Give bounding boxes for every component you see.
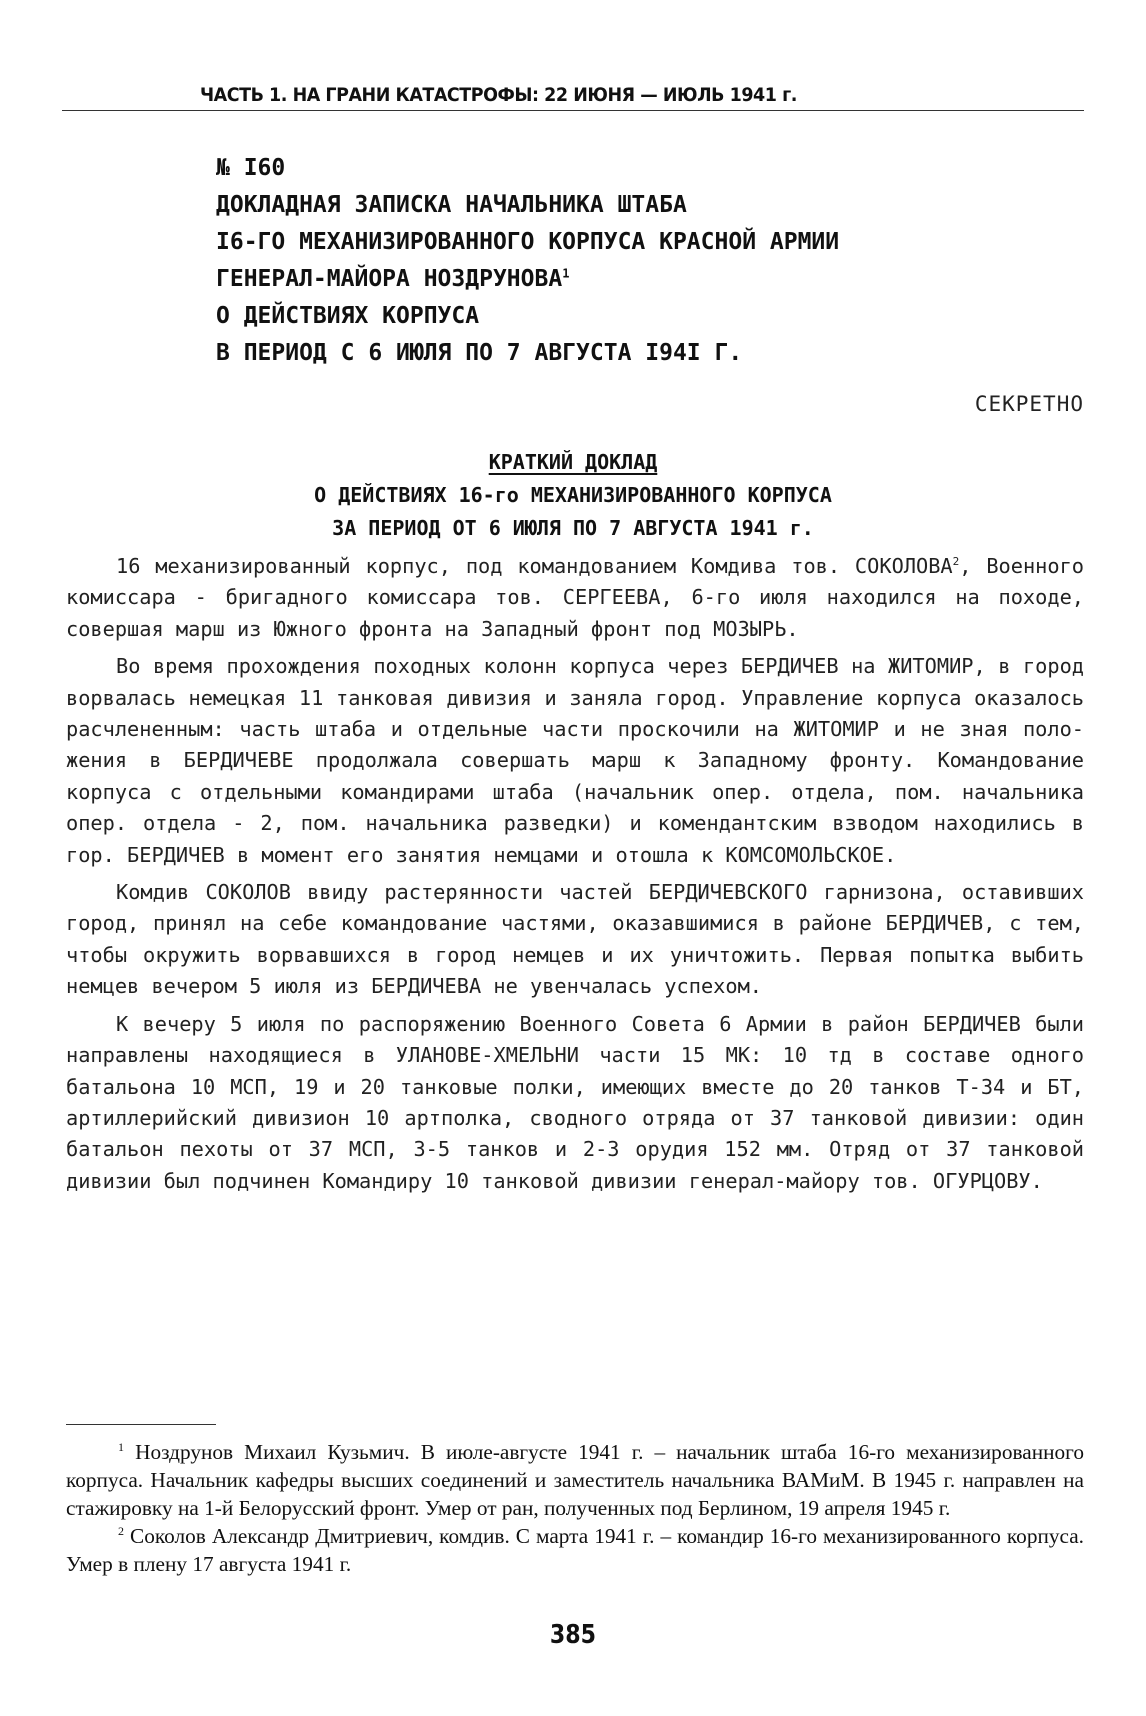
report-title-line-3: ЗА ПЕРИОД ОТ 6 ИЮЛЯ ПО 7 АВГУСТА 1941 г. xyxy=(332,516,814,540)
classification-stamp: СЕКРЕТНО xyxy=(974,392,1084,416)
paragraph-4: К вечеру 5 июля по распоряжению Военного Совета 6 Армии в район БЕРДИЧЕВ были направлены находящиеся в УЛАНОВЕ-ХМЕЛЬНИ части 15 МК: 10 тд в составе одного батальона 10 МСП, 19 и 20 танковые полки, имеющих вместе до 20 танков Т-34 и БТ, артиллерийский дивизион 10 артполка, сводного отряда от 37 танковой дивизии: один батальон пехоты от 37 МСП, 3-5 танков и 2-3 орудия 152 мм. Отряд от 37 танковой дивизии был подчинен Командиру 10 танковой дивизии генерал-майору тов. ОГУРЦОВУ. xyxy=(66,1011,1084,1193)
heading-line-5: В ПЕРИОД С 6 ИЮЛЯ ПО 7 АВГУСТА I94I Г. xyxy=(216,340,743,366)
footnote-1-mark: 1 xyxy=(118,1439,124,1454)
report-body xyxy=(66,551,1084,1203)
footnote-1 xyxy=(66,1438,1084,1522)
footnotes xyxy=(66,1438,1084,1578)
footnote-ref-1[interactable]: 1 xyxy=(562,266,570,281)
header-rule xyxy=(62,110,1084,111)
heading-line-1: ДОКЛАДНАЯ ЗАПИСКА НАЧАЛЬНИКА ШТАБА xyxy=(216,192,687,218)
footnote-ref-2[interactable]: 2 xyxy=(952,555,960,569)
heading-line-4: О ДЕЙСТВИЯХ КОРПУСА xyxy=(216,303,480,329)
heading-line-2: I6-ГО МЕХАНИЗИРОВАННОГО КОРПУСА КРАСНОЙ АРМИИ xyxy=(216,229,840,255)
footnote-1-text: Ноздрунов Михаил Кузьмич. В июле-августе 1941 г. – начальник штаба 16-го механизированного корпуса. Начальник кафедры высших соединений и заместитель начальника ВАМиМ. В 1945 г. направлен на стажировку на 1-й Белорусский фронт. Умер от ран, полученных под Берлином, 19 апреля 1945 г. xyxy=(66,1440,1084,1520)
heading-line-3-text: ГЕНЕРАЛ-МАЙОРА НОЗДРУНОВА xyxy=(216,266,563,292)
footnote-2-text: Соколов Александр Дмитриевич, комдив. С марта 1941 г. – командир 16-го механизированного корпуса. Умер в плену 17 августа 1941 г. xyxy=(66,1524,1085,1576)
footnote-2-mark: 2 xyxy=(118,1523,124,1538)
paragraph-1-part-a: 16 механизированный корпус, под командованием Комдива тов. СОКОЛОВА xyxy=(116,554,953,578)
paragraph-1 xyxy=(66,551,1084,645)
report-title-line-2: О ДЕЙСТВИЯХ 16-го МЕХАНИЗИРОВАННОГО КОРПУСА xyxy=(314,483,832,507)
running-head: ЧАСТЬ 1. НА ГРАНИ КАТАСТРОФЫ: 22 ИЮНЯ — ИЮЛЬ 1941 г. xyxy=(200,84,797,106)
document-heading xyxy=(216,150,839,372)
paragraph-1-part-b: , Военного комиссара - бригадного комиссара тов. СЕРГЕЕВА, 6-го июля находился на походе, совершая марш из Южного фронта на Западный фронт под МОЗЫРЬ. xyxy=(66,554,1084,641)
report-title-line-1: КРАТКИЙ ДОКЛАД xyxy=(488,450,658,474)
paragraph-3: Комдив СОКОЛОВ ввиду растерянности частей БЕРДИЧЕВСКОГО гарнизона, оставивших город, принял на себе командование частями, оказавшимися в районе БЕРДИЧЕВ, с тем, чтобы окружить ворвавшихся в город немцев и их уничтожить. Первая попытка выбить немцев вечером 5 июля из БЕРДИЧЕВА не увенчалась успехом. xyxy=(66,880,1084,999)
report-title xyxy=(62,446,1084,545)
paragraph-2: Во время прохождения походных колонн корпуса через БЕРДИЧЕВ на ЖИТОМИР, в город ворвалась немецкая 11 танковая дивизия и заняла город. Управление корпуса оказалось расчлененным: часть штаба и отдельные части проскочили на ЖИТОМИР и не зная положения в БЕРДИЧЕВЕ продолжала совершать марш к Западному фронту. Командование корпуса с отдельными командирами штаба (начальник опер. отдела, пом. начальника опер. отдела - 2, пом. начальника разведки) и комендантским взводом находились в гор. БЕРДИЧЕВ в момент его занятия немцами и отошла к КОМСОМОЛЬСКОЕ. xyxy=(66,654,1084,867)
page-number: 385 xyxy=(549,1620,597,1650)
heading-line-3 xyxy=(216,261,839,298)
footnote-rule xyxy=(66,1424,216,1425)
document-number: № I60 xyxy=(216,155,286,181)
footnote-2 xyxy=(66,1522,1084,1578)
